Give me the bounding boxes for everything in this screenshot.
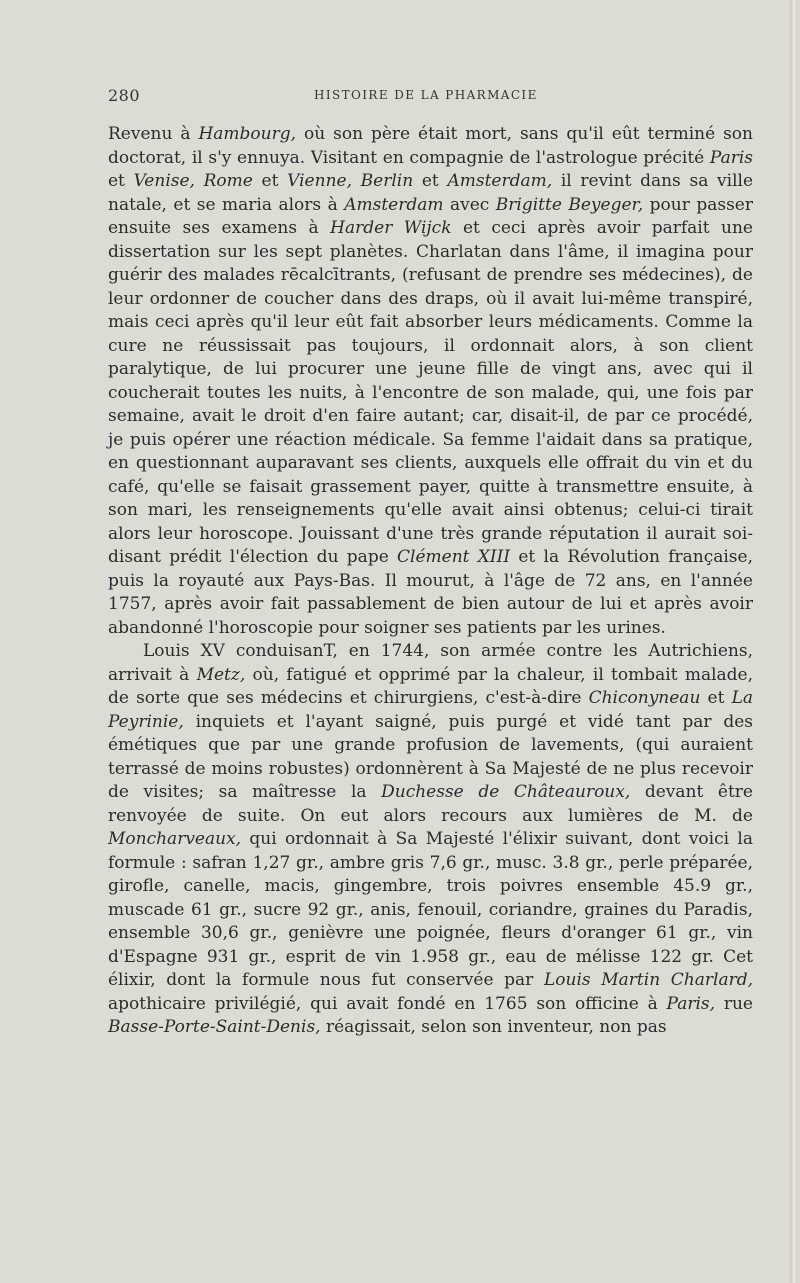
page-edge [790,0,795,1283]
italic-text: Paris [709,147,753,168]
paragraph-2: Louis XV conduisanT, en 1744, son armée contre les Autrichiens, arrivait à Metz, où, fatigué et opprimé par la chaleur, il tombait malade, de sorte que ses médecins et chirurgiens, c'est-à-dire Chiconyneau et La Peyrinie, inquiets et l'ayant saigné, puis purgé et vidé tant par des émétiques que par une grande profusion de lavements, (qui auraient terrassé de moins robustes) ordonnèrent à Sa Majesté de ne plus recevoir de visites; sa maîtresse la Duchesse de Châteauroux, devant être renvoyée de suite. On eut alors recours aux lumières de M. de Moncharveaux, qui ordonnait à Sa Majesté l'élixir suivant, dont voici la formule : safran 1,27 gr., ambre gris 7,6 gr., musc. 3.8 gr., perle préparée, girofle, canelle, macis, gingembre, trois poivres ensemble 45.9 gr., muscade 61 gr., sucre 92 gr., anis, fenouil, coriandre, graines du Paradis, ensemble 30,6 gr., genièvre une poignée, fleurs d'oranger 61 gr., vin d'Espagne 931 gr., esprit de vin 1.958 gr., eau de mélisse 122 gr. Cet élixir, dont la formule nous fut conservée par Louis Martin Charlard, apothicaire privilégié, qui avait fondé en 1765 son officine à Paris, rue Basse-Porte-Saint-Denis, réagissait, selon son inventeur, non pas [108,641,753,1037]
italic-text: Basse-Porte-Saint-Denis, [108,1017,321,1037]
italic-text: Louis Martin Charlard, [543,970,753,990]
paragraph-1: Revenu à Hambourg, où son père était mort, sans qu'il eût terminé son doctorat, il s'y ennuya. Visitant en compagnie de l'astrologue précité Paris et Venise, Rome et Vienne, Berlin et Amsterdam, il revint dans sa ville natale, et se maria alors à Amsterdam avec Brigitte Beyeger, pour passer ensuite ses examens à Harder Wijck et ceci après avoir parfait une dissertation sur les sept planètes. Charlatan dans l'âme, il imagina pour guérir des malades rēcalcītrants, (refusant de prendre ses médecines), de leur ordonner de coucher dans des draps, où il avait lui-même transpiré, mais ceci après qu'il leur eût fait absorber leurs médicaments. Comme la cure ne réussissait pas toujours, il ordonnait alors, à son client paralytique, de lui procurer une jeune fille de vingt ans, avec qui il coucherait toutes les nuits, à l'encontre de son malade, qui, une fois par semaine, avait le droit d'en faire autant; car, disait-il, de par ce procédé, je puis opérer une réaction médicale. Sa femme l'aidait dans sa pratique, en questionnant auparavant ses clients, auxquels elle offrait du vin et du café, qu'elle se faisait grassement payer, quitte à transmettre ensuite, à son mari, les renseignements qu'elle avait ainsi obtenus; celui-ci tirait alors leur horoscope. Jouissant d'une très grande réputation il aurait soi-disant prédit l'élection du pape Clément XIII et la Révolution française, puis la royauté aux Pays-Bas. Il mourut, à l'âge de 72 ans, en l'année 1757, après avoir fait passablement de bien autour de lui et après avoir abandonné l'horoscopie pour soigner ses patients par les urines. [108,124,753,638]
italic-text: Chiconyneau [588,688,701,708]
body-text [108,123,753,1040]
italic-text: La Peyrinie, [108,688,753,732]
italic-text: Amsterdam, [447,171,553,191]
page-header [108,86,755,110]
italic-text: Brigitte Beyeger, [495,194,644,215]
italic-text: Moncharveaux, [108,829,242,849]
italic-text: Amsterdam [344,194,444,215]
page-number: 280 [108,86,141,105]
italic-text: Venise, Rome [133,171,253,191]
italic-text: Hambourg, [198,124,297,144]
italic-text: Duchesse de Châteauroux, [381,782,631,802]
running-title: HISTOIRE DE LA PHARMACIE [314,88,538,102]
italic-text: Paris, [666,993,716,1014]
italic-text: Harder Wijck [330,218,452,238]
italic-text: Metz, [196,664,246,685]
italic-text: Clément XIII [397,547,511,567]
italic-text: Vienne, Berlin [287,171,414,191]
